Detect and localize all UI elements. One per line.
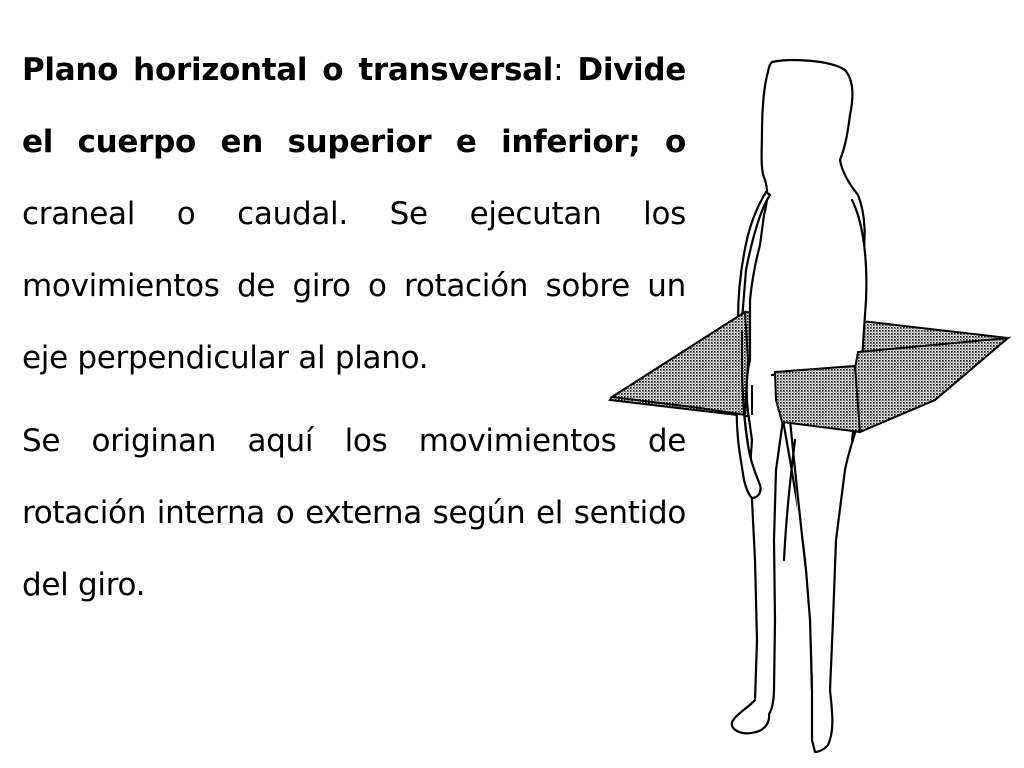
lead-divide-body: Divide el cuerpo en superior e inferior; o	[22, 52, 686, 160]
transverse-plane-front	[850, 338, 1008, 432]
transverse-plane-front-left	[612, 312, 748, 415]
body-text-rotation: craneal o caudal. Se ejecutan los movimientos de giro o rotación sobre un eje perpendicular al plano.	[22, 196, 686, 376]
figure-svg	[600, 40, 1024, 768]
heading-colon: :	[553, 52, 564, 88]
human-figure-transverse-plane-icon	[600, 40, 1024, 768]
paragraph-transverse-plane	[22, 34, 686, 394]
transverse-plane-front-center	[775, 366, 860, 432]
text-block	[22, 34, 686, 621]
paragraph-rotation-movements: Se originan aquí los movimientos de rotación interna o externa según el sentido del giro.	[22, 423, 686, 603]
heading-transverse-plane: Plano horizontal o transversal	[22, 52, 554, 88]
